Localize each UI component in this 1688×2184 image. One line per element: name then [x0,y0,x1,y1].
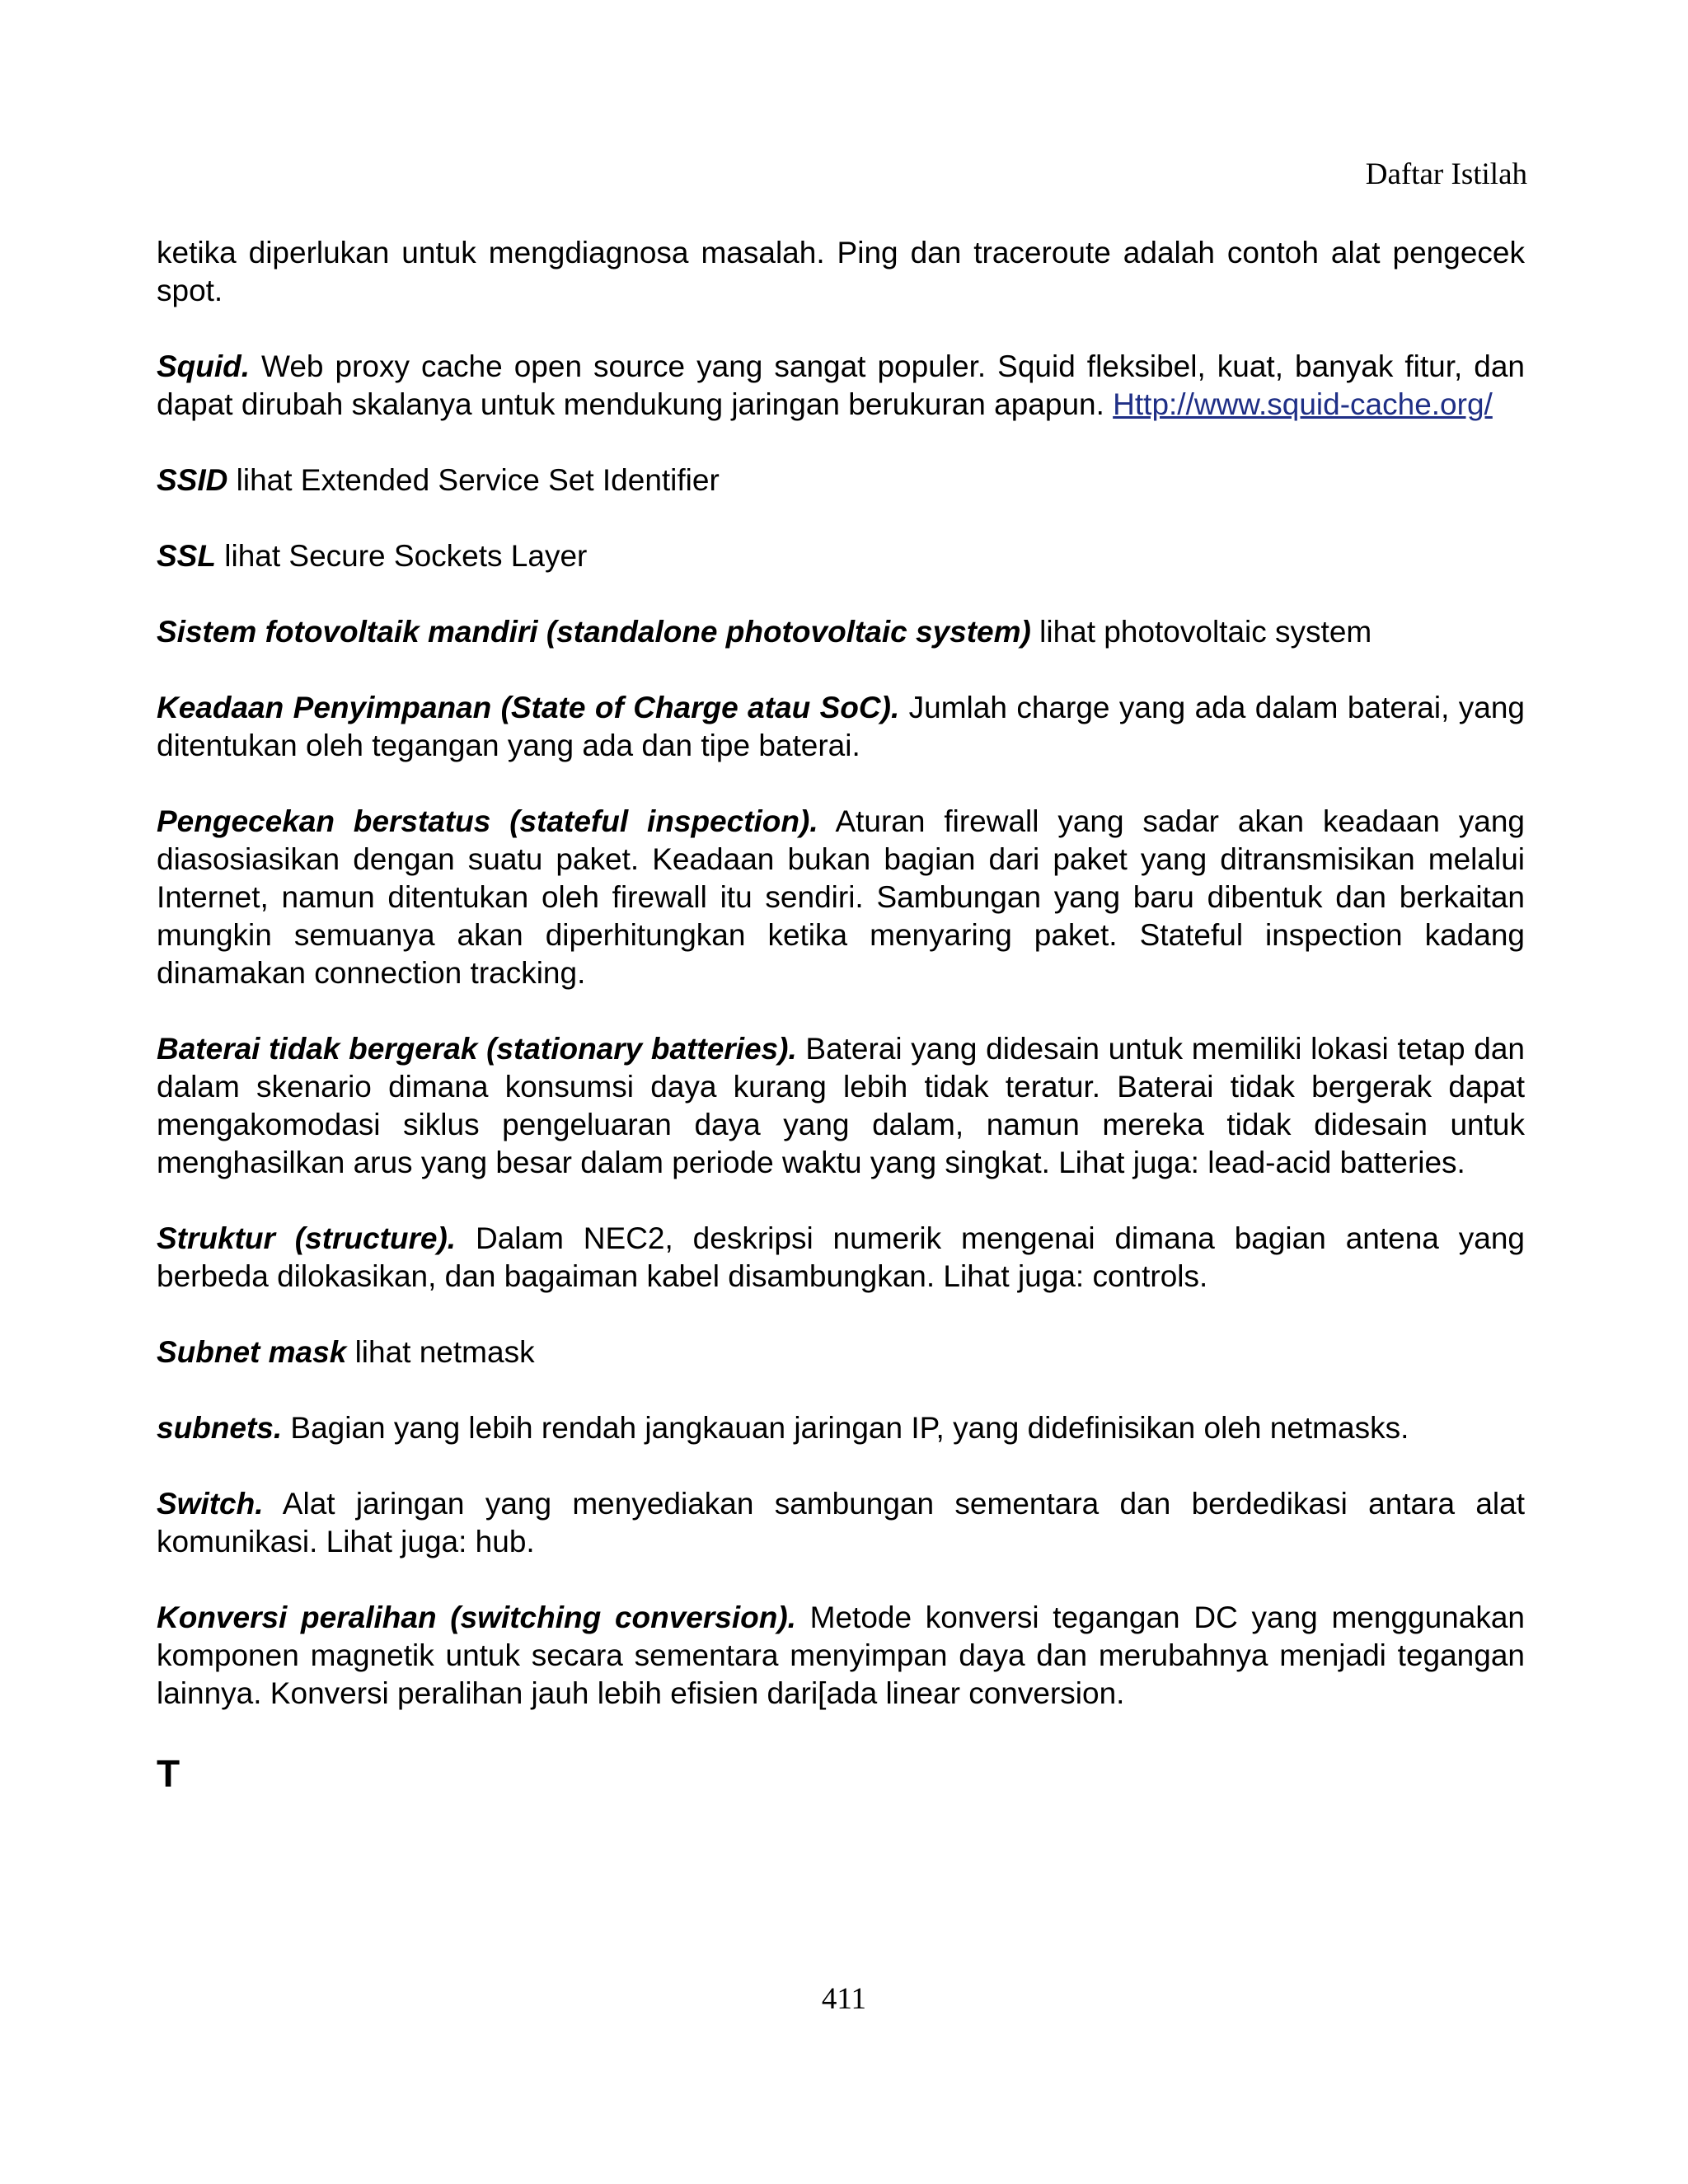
term: subnets. [157,1411,283,1445]
definition: Alat jaringan yang menyediakan sambungan sementara dan berdedikasi antara alat komunikasi. Lihat juga: hub. [157,1487,1525,1558]
term: SSID [157,463,228,497]
definition: Web proxy cache open source yang sangat populer. Squid fleksibel, kuat, banyak fitur, dan dapat dirubah skalanya untuk mendukung jaringan berukuran apapun. [157,349,1525,421]
term: Konversi peralihan (switching conversion). [157,1601,796,1634]
definition: Dalam NEC2, deskripsi numerik mengenai dimana bagian antena yang berbeda dilokasikan, dan bagaiman kabel disambungkan. Lihat juga: controls. [157,1221,1525,1293]
entry-subnet-mask [157,1333,1525,1371]
squid-link[interactable]: Http://www.squid-cache.org/ [1113,387,1493,421]
term: Keadaan Penyimpanan (State of Charge atau SoC). [157,691,900,724]
term: Switch. [157,1487,264,1521]
entry-ssid [157,462,1525,499]
entry-stateful-inspection [157,803,1525,992]
term: Sistem fotovoltaik mandiri (standalone photovoltaic system) [157,615,1031,649]
entry-switch [157,1485,1525,1561]
definition: lihat Secure Sockets Layer [215,539,588,573]
term: Baterai tidak bergerak (stationary batteries). [157,1032,797,1066]
definition: Baterai yang didesain untuk memiliki lokasi tetap dan dalam skenario dimana konsumsi daya kurang lebih tidak teratur. Baterai tidak bergerak dapat mengakomodasi siklus pengeluaran daya yang dalam, namun mereka tidak didesain untuk menghasilkan arus yang besar dalam periode waktu yang singkat. Lihat juga: lead-acid batteries. [157,1032,1525,1179]
definition: Aturan firewall yang sadar akan keadaan yang diasosiasikan dengan suatu paket. Keadaan bukan bagian dari paket yang ditransmisikan melalui Internet, namun ditentukan oleh firewall itu sendiri. Sambungan yang baru dibentuk dan berkaitan mungkin semuanya akan diperhitungkan ketika menyaring paket. Stateful inspection kadang dinamakan connection tracking. [157,804,1526,990]
term: Pengecekan berstatus (stateful inspection). [157,804,818,838]
definition: lihat photovoltaic system [1030,615,1372,649]
entry-switching-conversion [157,1599,1525,1713]
entry-stationary-batteries [157,1030,1525,1182]
term: Subnet mask [157,1335,347,1369]
running-header: Daftar Istilah [1365,157,1527,191]
definition: lihat netmask [346,1335,535,1369]
entry-standalone-photovoltaic [157,613,1525,651]
definition: lihat Extended Service Set Identifier [227,463,720,497]
entry-squid [157,348,1525,424]
intro-paragraph: ketika diperlukan untuk mengdiagnosa masalah. Ping dan traceroute adalah contoh alat pengecek spot. [157,236,1525,307]
definition: Metode konversi tegangan DC yang menggunakan komponen magnetik untuk secara sementara menyimpan daya dan merubahnya menjadi tegangan lainnya. Konversi peralihan jauh lebih efisien dari[ada linear conversion. [157,1601,1525,1710]
entry-subnets [157,1409,1525,1447]
section-letter: T [157,1752,181,1795]
page-number: 411 [821,1982,867,2016]
term: Squid. [157,349,251,383]
entry-structure [157,1220,1525,1296]
entry-ssl [157,537,1525,575]
entry-state-of-charge [157,689,1525,765]
term: Struktur (structure). [157,1221,457,1255]
definition: Bagian yang lebih rendah jangkauan jaringan IP, yang didefinisikan oleh netmasks. [282,1411,1409,1445]
term: SSL [157,539,216,573]
definition: Jumlah charge yang ada dalam baterai, yang ditentukan oleh tegangan yang ada dan tipe baterai. [157,691,1526,762]
glossary-content [157,234,1525,1797]
